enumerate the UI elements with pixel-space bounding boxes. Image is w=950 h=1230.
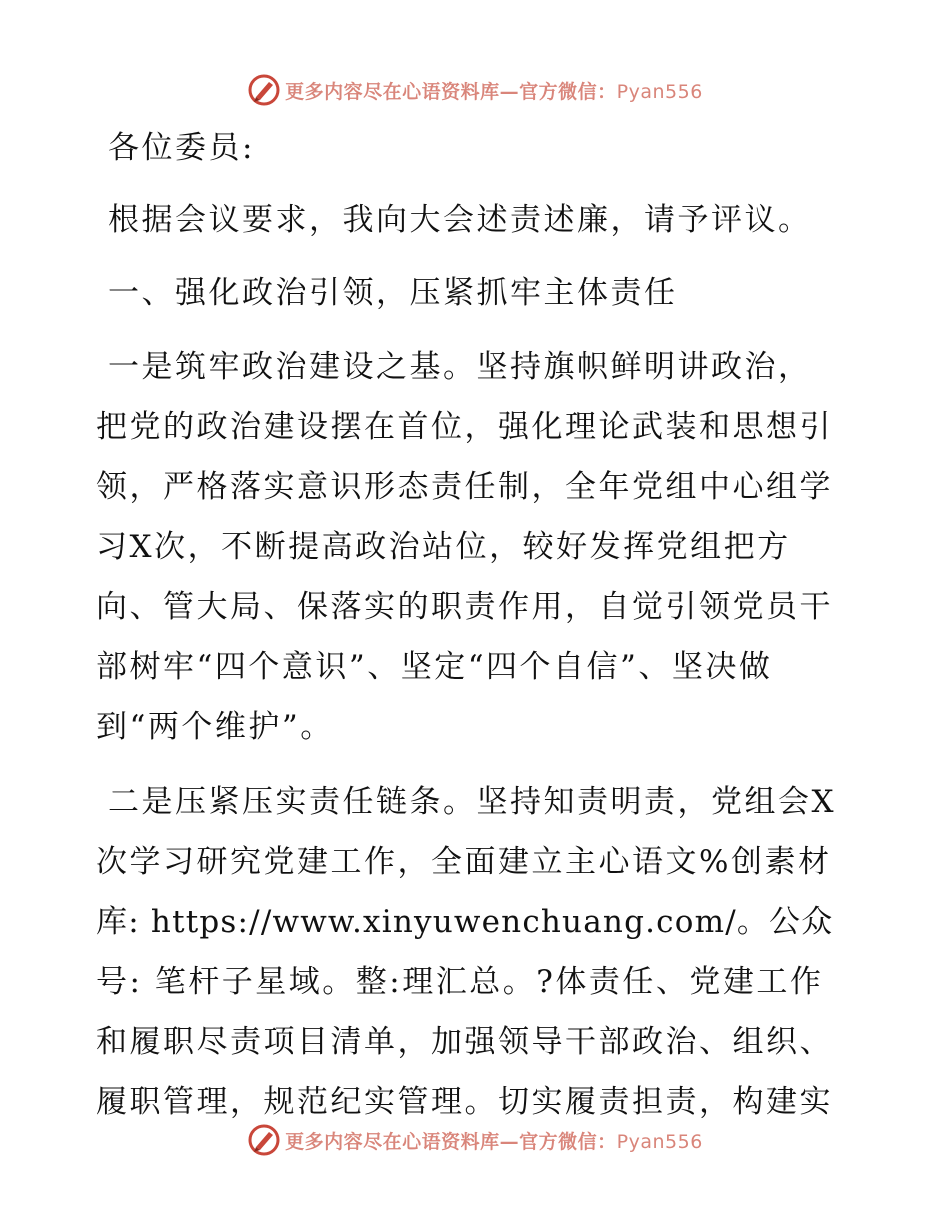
banner-text: 更多内容尽在心语资料库—官方微信：Pyan556 xyxy=(285,1130,703,1153)
paragraph-line: 习X次，不断提高政治站位，较好发挥党组把方 xyxy=(96,529,791,565)
paragraph-line: 次学习研究党建工作，全面建立主心语文%创素材 xyxy=(96,844,832,880)
paragraph-intro: 根据会议要求，我向大会述责述廉，请予评议。 xyxy=(108,202,812,238)
paragraph-line: 履职管理，规范纪实管理。切实履责担责，构建实 xyxy=(96,1084,833,1120)
paragraph-line: 二是压紧压实责任链条。坚持知责明责，党组会X xyxy=(108,784,837,820)
paragraph-line: 到“两个维护”。 xyxy=(96,709,334,745)
paragraph-line: 把党的政治建设摆在首位，强化理论武装和思想引 xyxy=(96,409,833,445)
pen-logo-icon xyxy=(247,73,281,107)
paragraph-line: 领，严格落实意识形态责任制，全年党组中心组学 xyxy=(96,469,833,505)
paragraph-line: 部树牢“四个意识”、坚定“四个自信”、坚决做 xyxy=(96,649,773,685)
paragraph-line: 向、管大局、保落实的职责作用，自觉引领党员干 xyxy=(96,589,833,625)
pen-logo-icon xyxy=(247,1123,281,1157)
banner-text: 更多内容尽在心语资料库—官方微信：Pyan556 xyxy=(285,80,703,103)
section-heading-1: 一、强化政治引领，压紧抓牢主体责任 xyxy=(108,275,678,311)
paragraph-line-url: 库: https://www.xinyuwenchuang.com/。公众 xyxy=(96,904,834,940)
paragraph-line: 号: 笔杆子星域。整:理汇总。?体责任、党建工作 xyxy=(96,964,824,1000)
paragraph-line: 一是筑牢政治建设之基。坚持旗帜鲜明讲政治， xyxy=(108,349,812,385)
paragraph-line: 和履职尽责项目清单，加强领导干部政治、组织、 xyxy=(96,1024,833,1060)
header-watermark-banner xyxy=(0,70,950,110)
salutation: 各位委员: xyxy=(108,130,255,166)
footer-watermark-banner xyxy=(0,1120,950,1160)
